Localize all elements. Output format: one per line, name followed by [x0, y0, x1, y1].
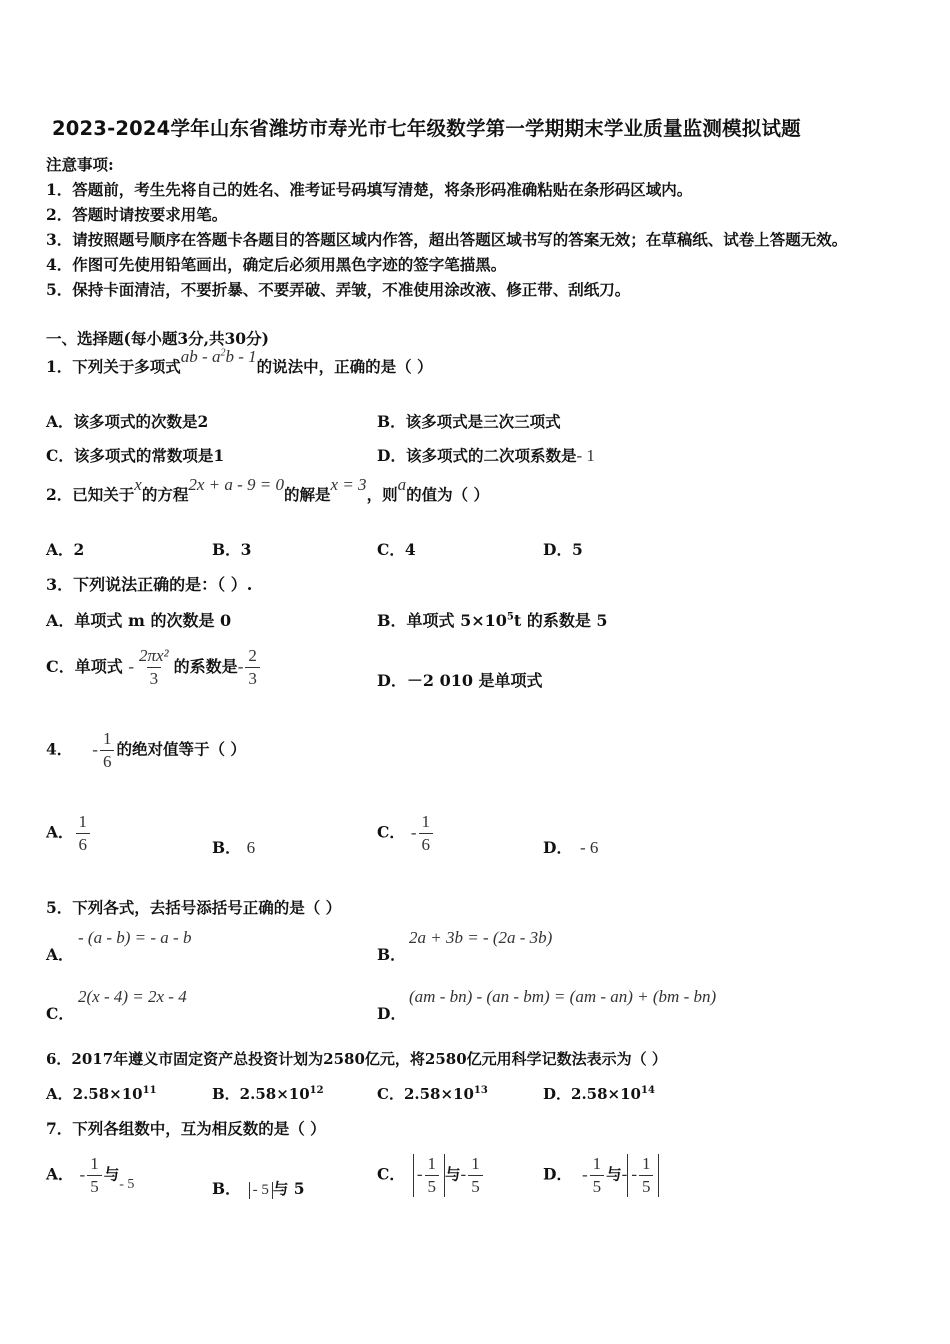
- q3-c-fraction-2: $\frac{2}{3}$: [245, 646, 260, 689]
- q1-option-d[interactable]: D．该多项式的二次项系数是- 1: [377, 446, 595, 465]
- notice-heading: 注意事项:: [46, 155, 114, 174]
- q2-solution: x = 3: [330, 475, 367, 494]
- q3-option-a[interactable]: A．单项式 m 的次数是 0: [46, 611, 232, 630]
- q7-d-fraction: $\frac{1}{5}$: [590, 1154, 605, 1197]
- q4-option-c[interactable]: C． - $\frac{1}{6}$: [377, 812, 435, 855]
- q5-option-b-label: B．: [377, 945, 406, 964]
- q6-option-b[interactable]: B．$2.58\times 10^{12}$: [212, 1085, 324, 1103]
- q2-option-b[interactable]: B．3: [212, 540, 252, 559]
- question-3: 3．下列说法正确的是：（ ）.: [46, 575, 253, 594]
- q3-option-b[interactable]: B．单项式 $5\times 10^5t$ 的系数是 5: [377, 611, 608, 630]
- q4-c-fraction: $\frac{1}{6}$: [419, 812, 434, 855]
- q7-d-abs: - $\frac{1}{5}$: [627, 1154, 659, 1197]
- q7-b-abs: - 5: [249, 1182, 273, 1199]
- q7-option-a[interactable]: A． - $\frac{1}{5}$ 与- 5: [46, 1154, 135, 1196]
- q2-option-d[interactable]: D．5: [543, 540, 583, 559]
- q7-option-d[interactable]: D． - $\frac{1}{5}$ 与- - $\frac{1}{5}$: [543, 1154, 659, 1197]
- question-6: 6．2017年遵义市固定资产总投资计划为2580亿元，将2580亿元用科学记数法表示为（ ）: [46, 1050, 667, 1068]
- q3-option-d[interactable]: D．－2 010 是单项式: [377, 671, 543, 690]
- notice-item: 4．作图可先使用铅笔画出，确定后必须用黑色字迹的签字笔描黑。: [46, 255, 507, 274]
- q1-expression: ab - $a^2b - 1$: [180, 347, 257, 366]
- q2-option-a[interactable]: A．2: [46, 540, 85, 559]
- q5-option-a-label: A．: [46, 945, 74, 964]
- q1-option-b[interactable]: B．该多项式是三次三项式: [377, 412, 561, 431]
- q4-option-a[interactable]: A． $\frac{1}{6}$: [46, 812, 92, 855]
- q5-option-a[interactable]: - (a - b) = - a - b: [78, 928, 192, 947]
- q5-option-d[interactable]: (am - bn) - (an - bm) = (am - an) + (bm - bn): [409, 987, 717, 1006]
- q6-option-c[interactable]: C．$2.58\times 10^{13}$: [377, 1085, 488, 1103]
- q4-option-d[interactable]: D． - 6: [543, 838, 599, 857]
- q5-option-c-label: C．: [46, 1004, 74, 1023]
- page-title: 2023-2024学年山东省潍坊市寿光市七年级数学第一学期期末学业质量监测模拟试题: [52, 117, 801, 140]
- notice-item: 1．答题前，考生先将自己的姓名、准考证号码填写清楚，将条形码准确粘贴在条形码区域内。: [46, 180, 693, 199]
- q7-a-fraction: $\frac{1}{5}$: [87, 1154, 102, 1197]
- q3-option-c[interactable]: C．单项式 - $\frac{\text{2πx²}}{3}$ 的系数是- $\frac{2}{3}$: [46, 646, 262, 689]
- notice-item: 3．请按照题号顺序在答题卡各题目的答题区域内作答，超出答题区域书写的答案无效；在草稿纸、试卷上答题无效。: [46, 230, 848, 249]
- q1-option-a[interactable]: A．该多项式的次数是2: [46, 412, 209, 431]
- q7-c-abs: - $\frac{1}{5}$: [413, 1154, 445, 1197]
- q6-option-a[interactable]: A．$2.58\times 10^{11}$: [46, 1085, 157, 1103]
- q7-option-c[interactable]: C． - $\frac{1}{5}$ 与- $\frac{1}{5}$: [377, 1154, 485, 1197]
- notice-item: 2．答题时请按要求用笔。: [46, 205, 228, 224]
- section-heading: 一、选择题(每小题3分,共30分): [46, 329, 269, 348]
- q7-c-fraction: $\frac{1}{5}$: [468, 1154, 483, 1197]
- q4-option-b[interactable]: B． 6: [212, 838, 256, 857]
- q1-stem-post: 的说法中，正确的是（ ）: [256, 357, 433, 376]
- q2-option-c[interactable]: C．4: [377, 540, 416, 559]
- q5-option-c[interactable]: 2(x - 4) = 2x - 4: [78, 987, 187, 1006]
- question-4: 4． - $\frac{1}{6}$ 的绝对值等于（ ）: [46, 729, 246, 771]
- q4-a-fraction: $\frac{1}{6}$: [76, 812, 91, 855]
- q3-c-fraction: $\frac{\text{2πx²}}{3}$: [139, 646, 169, 688]
- notice-item: 5．保持卡面清洁，不要折暴、不要弄破、弄皱，不准使用涂改液、修正带、刮纸刀。: [46, 280, 631, 299]
- q1-option-c[interactable]: C．该多项式的常数项是1: [46, 446, 225, 465]
- q7-option-b[interactable]: B． - 5 与 5: [212, 1179, 305, 1198]
- q1-stem-pre: 1．下列关于多项式: [46, 357, 181, 376]
- question-1: [46, 347, 433, 377]
- q5-option-b[interactable]: 2a + 3b = - (2a - 3b): [409, 928, 553, 947]
- question-2: 2．已知关于x的方程2x + a - 9 = 0的解是x = 3，则a的值为（ ）: [46, 475, 489, 504]
- q4-fraction: $\frac{1}{6}$: [100, 729, 115, 772]
- q5-option-d-label: D．: [377, 1004, 406, 1023]
- question-7: 7．下列各组数中，互为相反数的是（ ）: [46, 1119, 326, 1138]
- q6-option-d[interactable]: D．$2.58\times 10^{14}$: [543, 1085, 655, 1103]
- q2-equation: 2x + a - 9 = 0: [188, 475, 285, 494]
- question-5: 5．下列各式，去括号添括号正确的是（ ）: [46, 898, 342, 917]
